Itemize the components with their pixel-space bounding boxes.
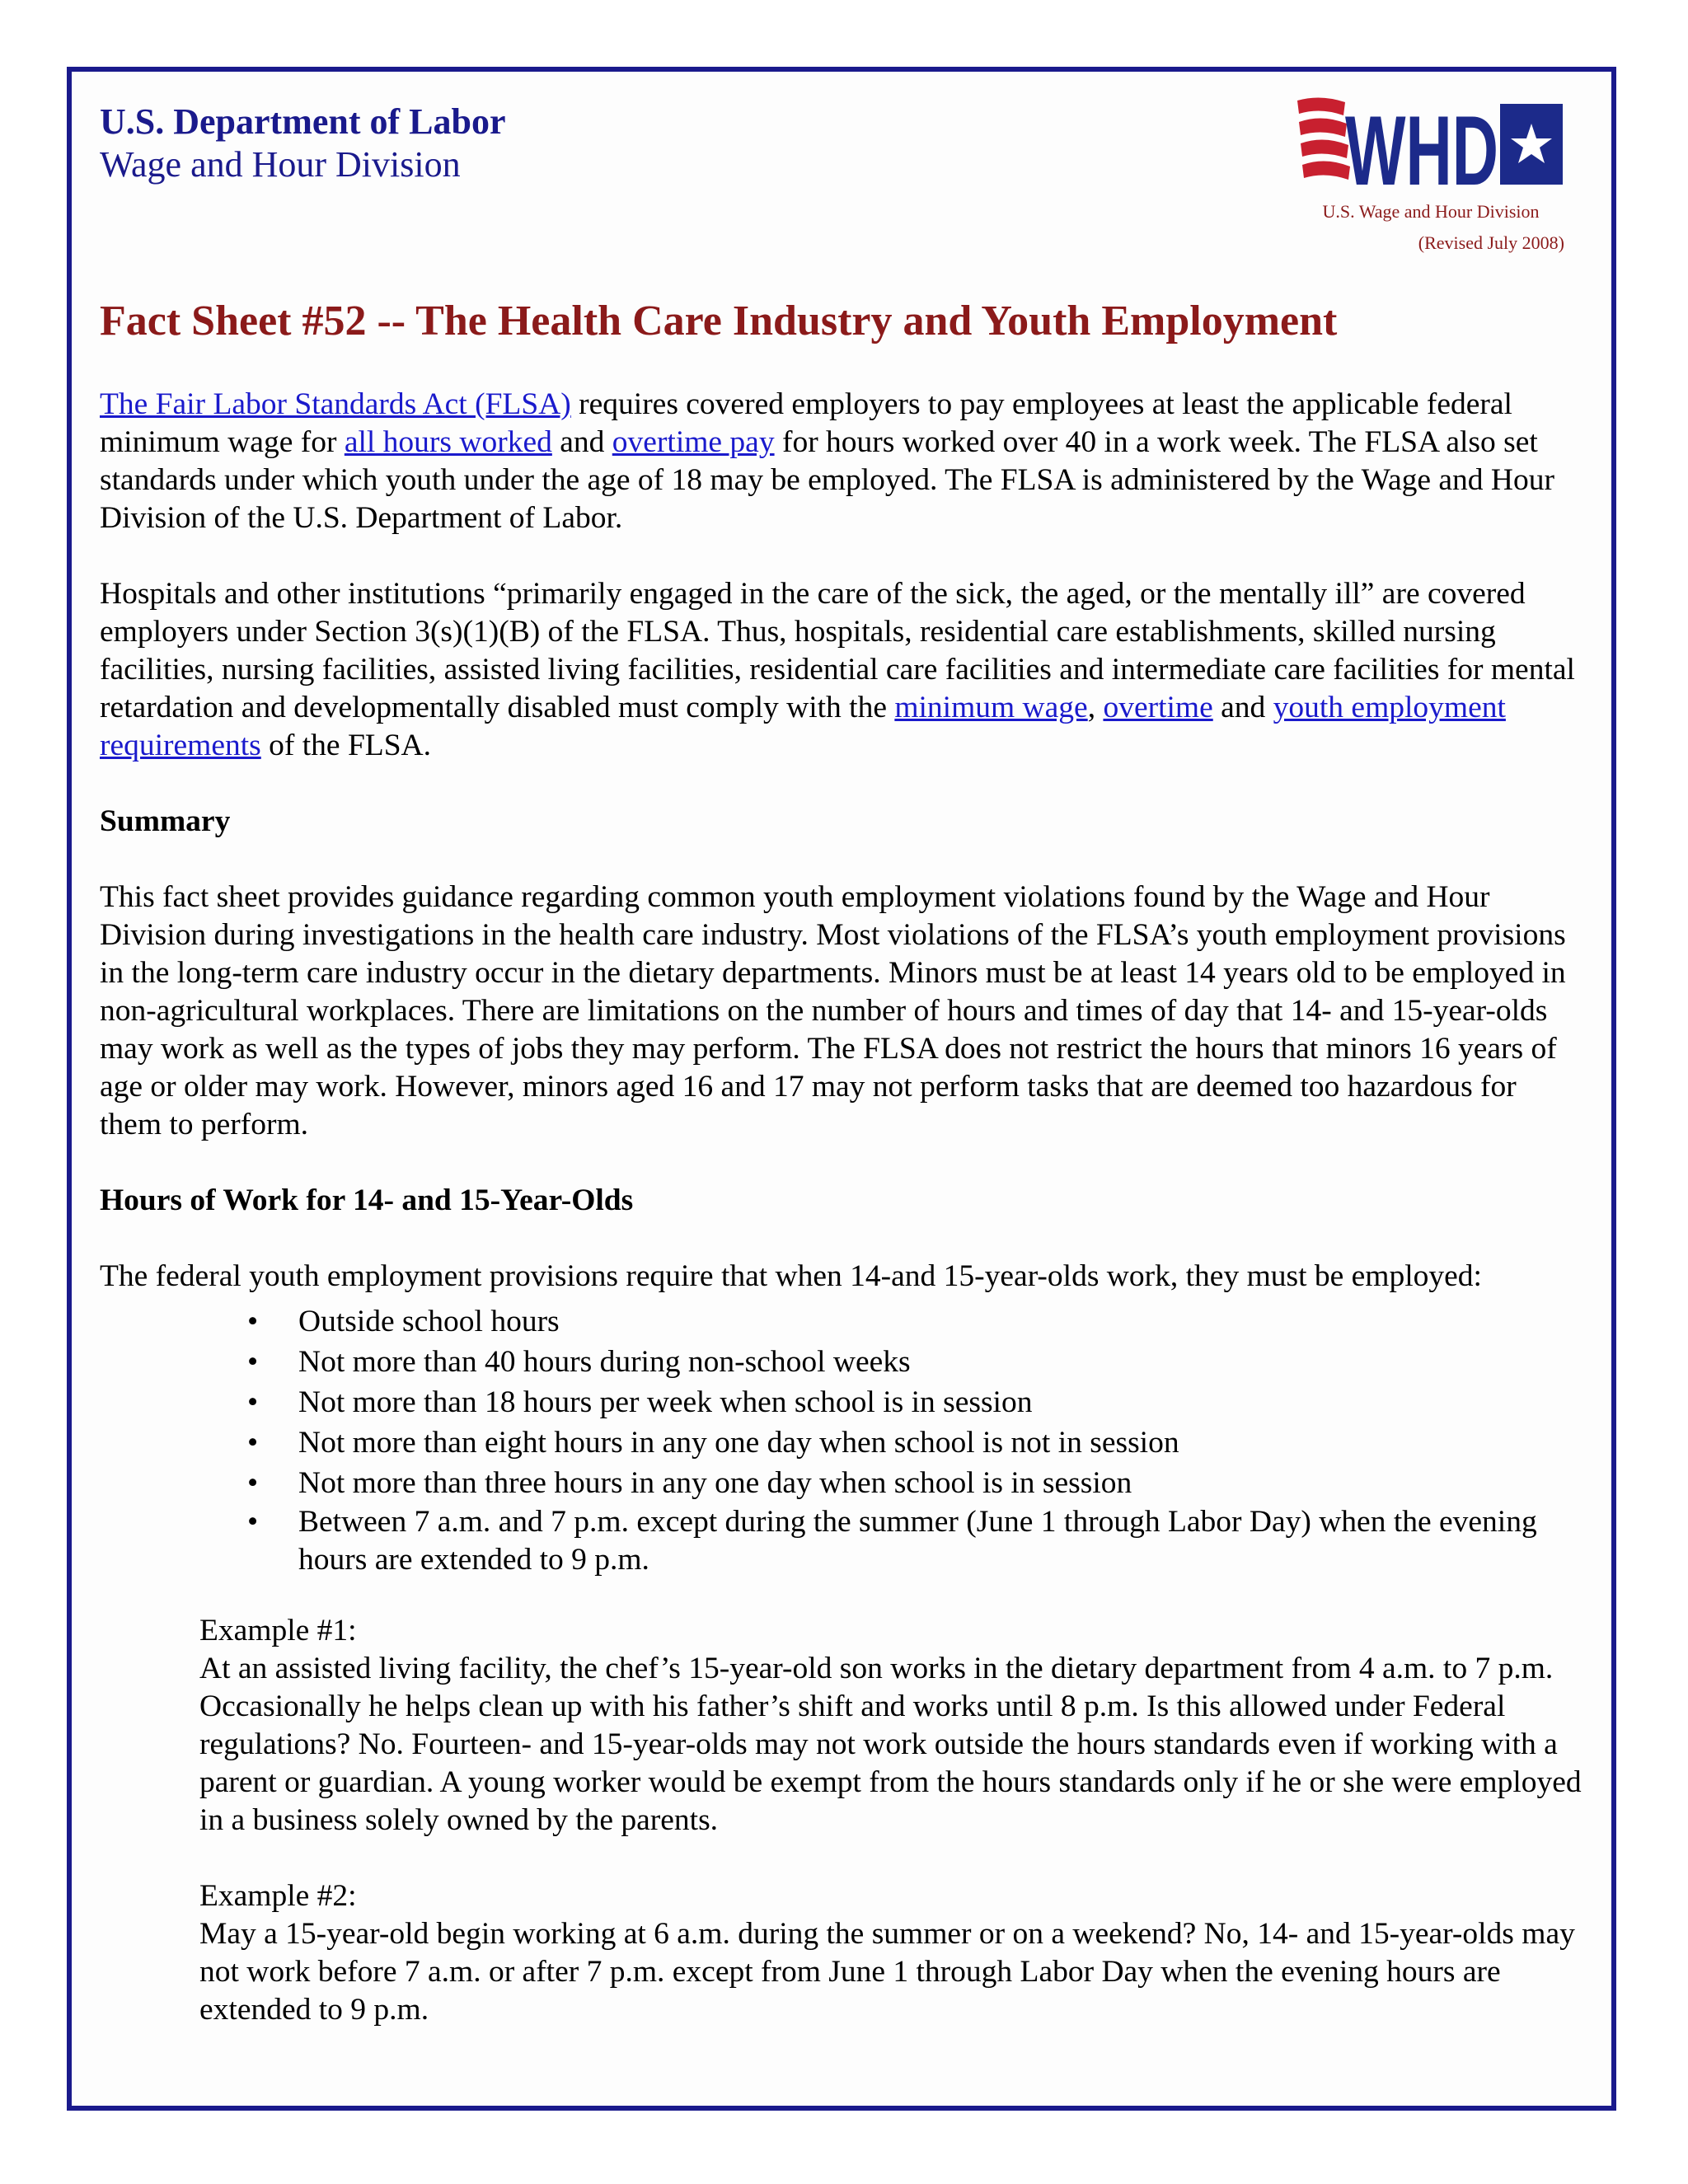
- coverage-text-4: of the FLSA.: [260, 729, 432, 762]
- list-item: [247, 1422, 1582, 1463]
- bullet-icon: •: [247, 1466, 259, 1500]
- coverage-text-2: ,: [1087, 691, 1104, 724]
- bullet-icon: •: [247, 1305, 259, 1338]
- logo-tagline: U.S. Wage and Hour Division: [1322, 201, 1540, 222]
- example-1: [199, 1612, 1592, 1840]
- bullet-icon: •: [247, 1385, 259, 1419]
- intro-text-1: requires covered employers to pay employees at least the applicable federal minimum wage for: [100, 387, 1512, 459]
- youth-employment-link[interactable]: youth employment requirements: [100, 691, 1506, 762]
- agency-header: [100, 101, 506, 186]
- list-item: [247, 1463, 1582, 1503]
- coverage-text-1: Hospitals and other institutions “primarily engaged in the care of the sick, the aged, or the mentally ill” are covered employers under Section 3(s)(1)(B) of the FLSA. Thus, hospitals, residential care establishments, skilled nursing facilities, nursing facilities, assisted living facilities, residential care facilities and intermediate care facilities for mental retardation and developmentally disabled must comply with the: [100, 577, 1575, 724]
- example-1-label: Example #1:: [199, 1614, 357, 1647]
- list-item: [247, 1382, 1582, 1422]
- example-2-label: Example #2:: [199, 1879, 357, 1913]
- whd-logo-graphic: [1296, 92, 1566, 199]
- intro-text-2: and: [551, 425, 612, 459]
- intro-paragraph: [100, 386, 1583, 537]
- list-item-text: Between 7 a.m. and 7 p.m. except during the summer (June 1 through Labor Day) when the evening hours are extended to 9 p.m.: [298, 1505, 1537, 1577]
- page-title: Fact Sheet #52 -- The Health Care Industry and Youth Employment: [100, 298, 1338, 344]
- example-1-text: At an assisted living facility, the chef’s 15-year-old son works in the dietary department from 4 a.m. to 7 p.m. Occasionally he helps clean up with his father’s shift and works until 8 p.m. Is this allowed under Federal regulations? No. Fourteen- and 15-year-olds may not work outside the hours standards even if working with a parent or guardian. A young worker would be exempt from the hours standards only if he or she were employed in a business solely owned by the parents.: [199, 1652, 1582, 1837]
- list-item-text: Not more than eight hours in any one day when school is not in session: [298, 1426, 1179, 1460]
- revised-date: (Revised July 2008): [1418, 232, 1564, 253]
- coverage-paragraph: [100, 575, 1583, 765]
- hours-heading: Hours of Work for 14- and 15-Year-Olds: [100, 1183, 634, 1217]
- summary-heading: Summary: [100, 804, 231, 838]
- logo-text: WHD: [1345, 96, 1498, 199]
- bullet-icon: •: [247, 1505, 259, 1539]
- bullet-icon: •: [247, 1345, 259, 1379]
- list-item-text: Not more than three hours in any one day when school is in session: [298, 1466, 1132, 1500]
- list-item: [247, 1503, 1582, 1579]
- list-item-text: Outside school hours: [298, 1305, 560, 1338]
- list-item-text: Not more than 40 hours during non-school weeks: [298, 1345, 911, 1379]
- list-item: [247, 1342, 1582, 1382]
- list-item-text: Not more than 18 hours per week when school is in session: [298, 1385, 1033, 1419]
- example-2-text: May a 15-year-old begin working at 6 a.m. during the summer or on a weekend? No, 14- and 15-year-olds may not work before 7 a.m. or after 7 p.m. except from June 1 through Labor Day when the evening hours are extended to 9 p.m.: [199, 1917, 1575, 2027]
- hours-requirements-list: [247, 1301, 1582, 1579]
- overtime-pay-link[interactable]: overtime pay: [612, 425, 775, 459]
- hours-intro: The federal youth employment provisions require that when 14-and 15-year-olds work, they must be employed:: [100, 1259, 1482, 1293]
- list-item: [247, 1301, 1582, 1342]
- summary-paragraph: This fact sheet provides guidance regarding common youth employment violations found by the Wage and Hour Division during investigations in the health care industry. Most violations of the FLSA’s youth employment provisions in the long-term care industry occur in the dietary departments. Minors must be at least 14 years old to be employed in non-agricultural workplaces. There are limitations on the number of hours and times of day that 14- and 15-year-olds may work as well as the types of jobs they may perform. The FLSA does not restrict the hours that minors 16 years of age or older may work. However, minors aged 16 and 17 may not perform tasks that are deemed too hazardous for them to perform.: [100, 880, 1566, 1141]
- department-name: U.S. Department of Labor: [100, 101, 506, 142]
- bullet-icon: •: [247, 1426, 259, 1460]
- hours-worked-link[interactable]: all hours worked: [344, 425, 552, 459]
- division-name: Wage and Hour Division: [100, 144, 461, 185]
- overtime-link[interactable]: overtime: [1103, 691, 1213, 724]
- flsa-link[interactable]: The Fair Labor Standards Act (FLSA): [100, 387, 571, 421]
- intro-text-3: for hours worked over 40 in a work week. The FLSA also set standards under which youth under the age of 18 may be employed. The FLSA is administered by the Wage and Hour Division of the U.S. Department of Labor.: [100, 425, 1554, 535]
- coverage-text-3: and: [1212, 691, 1273, 724]
- minimum-wage-link[interactable]: minimum wage: [894, 691, 1088, 724]
- example-2: [199, 1877, 1592, 2029]
- whd-logo: [1296, 92, 1566, 253]
